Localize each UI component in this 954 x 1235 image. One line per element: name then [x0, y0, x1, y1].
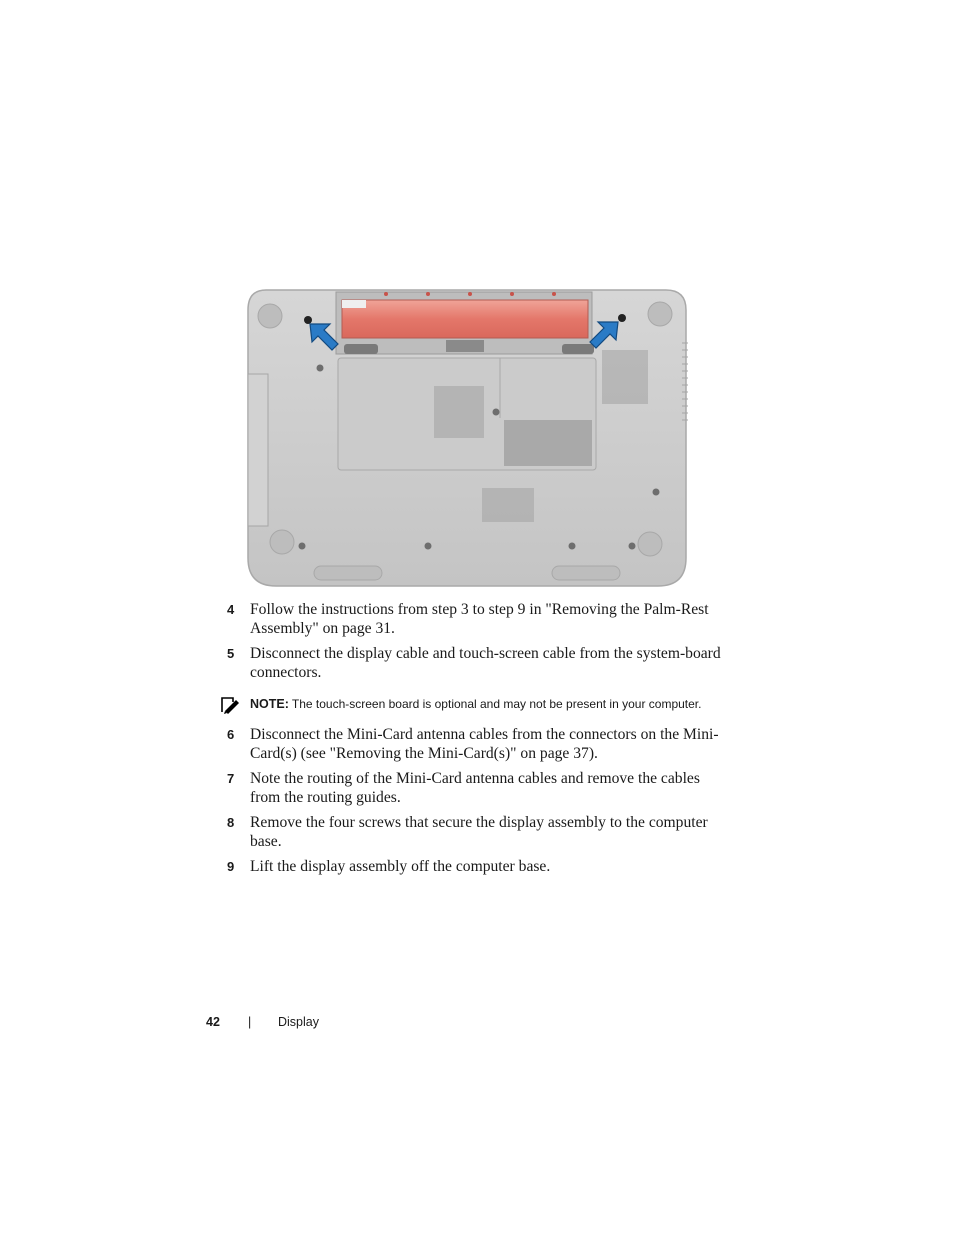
battery-connector	[446, 340, 484, 352]
rubber-foot	[270, 530, 294, 554]
step-number: 5	[227, 646, 235, 661]
screw-right	[618, 314, 626, 322]
instruction-steps	[222, 600, 722, 882]
battery	[342, 300, 588, 338]
section-name: Display	[278, 1015, 319, 1029]
screw-left	[304, 316, 312, 324]
laptop-bottom-figure	[246, 288, 688, 588]
rubber-foot	[638, 532, 662, 556]
step-number: 9	[227, 859, 235, 874]
step-number: 6	[227, 727, 235, 742]
step-number: 4	[227, 602, 235, 617]
page-number: 42	[206, 1015, 220, 1029]
vent-grid-center	[434, 386, 484, 438]
laptop-bottom-illustration	[246, 288, 688, 588]
step-item	[222, 813, 722, 851]
vent-grid-right	[602, 350, 648, 404]
step-text: Note the routing of the Mini-Card antenna cables and remove the cables from the routing guides.	[250, 770, 700, 806]
note-box	[222, 696, 722, 713]
step-text: Remove the four screws that secure the display assembly to the computer base.	[250, 814, 708, 850]
rubber-strip	[314, 566, 382, 580]
battery-latch-left	[344, 344, 378, 354]
note-label: NOTE:	[250, 697, 289, 711]
step-item	[222, 600, 722, 638]
note-text: The touch-screen board is optional and may not be present in your computer.	[291, 697, 702, 711]
step-number: 7	[227, 771, 235, 786]
step-number: 8	[227, 815, 235, 830]
footer-separator: |	[248, 1015, 252, 1029]
step-text: Follow the instructions from step 3 to step 9 in "Removing the Palm-Rest Assembly" on page 31.	[250, 601, 709, 637]
step-item	[222, 769, 722, 807]
rubber-foot	[258, 304, 282, 328]
panel-label-plate	[504, 420, 592, 466]
battery-latch-right	[562, 344, 594, 354]
rubber-strip	[552, 566, 620, 580]
step-text: Lift the display assembly off the computer base.	[250, 858, 551, 875]
rubber-foot	[648, 302, 672, 326]
battery-label	[342, 300, 366, 308]
vent-grid-bottom	[482, 488, 534, 522]
optical-drive-bay	[248, 374, 268, 526]
step-item	[222, 725, 722, 763]
step-text: Disconnect the display cable and touch-screen cable from the system-board connectors.	[250, 645, 721, 681]
step-item	[222, 644, 722, 682]
pencil-note-icon	[220, 696, 240, 714]
step-item	[222, 857, 722, 876]
step-text: Disconnect the Mini-Card antenna cables from the connectors on the Mini-Card(s) (see "Removing the Mini-Card(s)" on page 37).	[250, 726, 719, 762]
